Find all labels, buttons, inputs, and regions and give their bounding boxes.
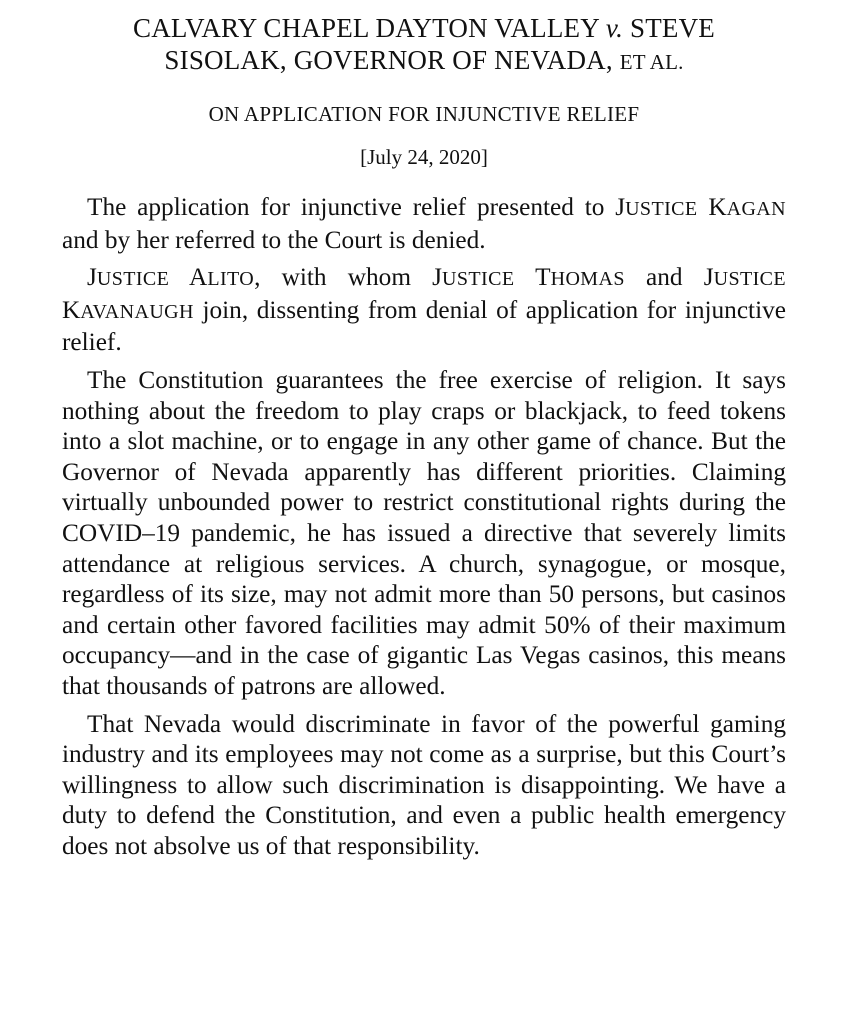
proceeding-title: ON APPLICATION FOR INJUNCTIVE RELIEF [208,102,640,126]
dissent-intro-paragraph: JUSTICE ALITO, with whom JUSTICE THOMAS and JUSTICE KAVANAUGH join, dissenting from denial of application for injunctive relief. [62,263,787,357]
et-al-label: ET AL. [619,50,684,74]
petitioner-name: CALVARY CHAPEL DAYTON VALLEY [133,13,599,43]
case-caption [62,12,786,78]
opinion-page [62,12,786,861]
decision-date: [July 24, 2020] [360,145,488,169]
versus-label: v. [605,13,624,43]
dissent-body-paragraph: The Constitution guarantees the free exercise of religion. It says nothing about the freedom to play craps or blackjack, to feed tokens into a slot machine, or to engage in any other game of chance. But the Governor of Nevada apparently has different priorities. Claiming virtually unbounded power to restrict constitutional rights during the COVID–19 pandemic, he has issued a directive that severely limits attendance at religious services. A church, synagogue, or mosque, regardless of its size, may not admit more than 50 persons, but casinos and certain other favored facilities may admit 50% of their maximum occupancy—and in the case of gigantic Las Vegas casinos, this means that thousands of patrons are allowed. [62,365,786,700]
respondent-name: SISOLAK, GOVERNOR OF NEVADA, [164,45,613,75]
order-paragraph: The application for injunctive relief presented to JUSTICE KAGAN and by her referred to the Court is denied. [62,193,786,254]
respondent-name-start: STEVE [629,13,715,43]
dissent-closing-paragraph: That Nevada would discriminate in favor of the powerful gaming industry and its employees may not come as a surprise, but this Court’s willingness to allow such discrimination is disappointing. We have a duty to defend the Constitution, and even a public health emergency does not absolve us of that responsibility. [62,709,786,860]
